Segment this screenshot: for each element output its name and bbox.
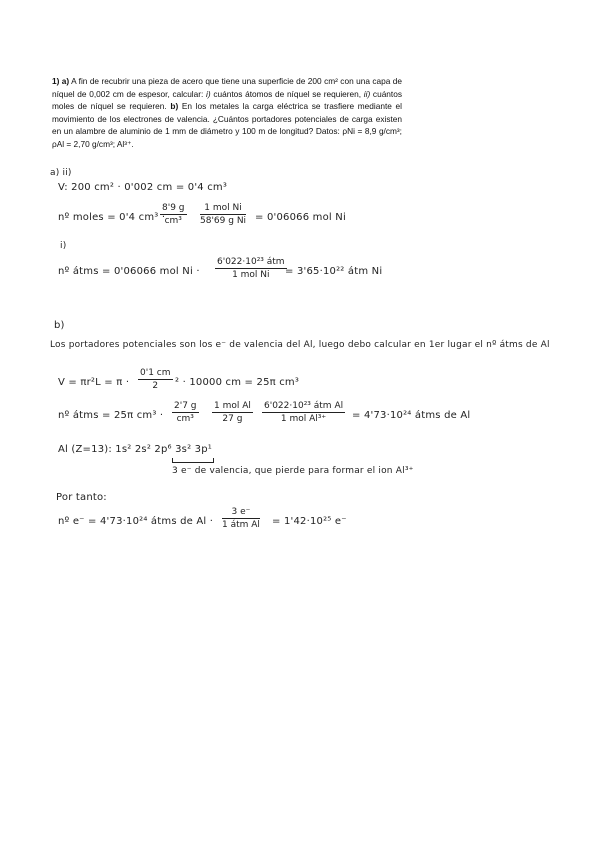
solution-b-electron-configuration: Al (Z=13): 1s² 2s² 2p⁶ 3s² 3p¹ (58, 444, 212, 455)
part-i-text: cuántos átomos de níquel se requieren, (210, 88, 364, 99)
solution-b-electrons-lhs: nº e⁻ = 4'73·10²⁴ átms de Al · (58, 516, 214, 527)
part-a-label: a) (61, 76, 70, 86)
solution-a-moles-lhs: nº moles = 0'4 cm³ · (58, 212, 166, 223)
solution-a-moles-fraction-density (160, 203, 187, 226)
fraction-numerator: 1 mol Al (214, 401, 251, 411)
fraction-denominator: 58'69 g Ni (200, 216, 247, 226)
solution-b-atoms-result: = 4'73·10²⁴ átms de Al (352, 410, 471, 421)
solution-b-intro: Los portadores potenciales son los e⁻ de valencia del Al, luego debo calcular en 1er lugar el nº átms de Al (50, 340, 550, 350)
part-b-label: b) (170, 101, 179, 112)
valence-bracket (172, 458, 214, 463)
part-ii-label: ii) (363, 88, 371, 99)
fraction-numerator: 2'7 g (174, 401, 197, 411)
solution-a-i-header: i) (60, 241, 67, 251)
solution-a-moles-fraction-molar (200, 203, 246, 226)
fraction-denominator: 1 mol Ni (232, 270, 270, 280)
part-ii-text: cuántos moles de níquel se requieren. (52, 88, 402, 112)
solution-a-atoms-result: = 3'65·10²² átm Ni (285, 266, 383, 277)
fraction-denominator: cm³ (176, 414, 194, 424)
solution-b-por-tanto: Por tanto: (56, 492, 107, 503)
solution-b-atoms-fraction-molar (212, 401, 253, 424)
solution-b-electrons-fraction (222, 507, 260, 530)
solution-b-atoms-lhs: nº átms = 25π cm³ · (58, 410, 164, 421)
solution-b-volume-result: ² · 10000 cm = 25π cm³ (175, 377, 300, 388)
solution-a-moles-result: = 0'06066 mol Ni (255, 212, 346, 223)
solution-a-header: a) ii) (50, 168, 72, 178)
fraction-numerator: 0'1 cm (140, 368, 171, 378)
fraction-numerator: 1 mol Ni (200, 203, 246, 215)
fraction-denominator: 1 átm Al (222, 520, 260, 530)
part-b-text: En los metales la carga eléctrica se trasfiere mediante el movimiento de los electrones de valencia. ¿Cuántos portadores potenciales de carga existen en un alambre de aluminio de 1 mm de diámetro y 100 m de longitud? Datos: ρNi = 8,9 g/cm³; ρAl = 2,70 g/cm³; Al³⁺. (52, 101, 402, 149)
part-i-label: i) (206, 88, 211, 99)
fraction-numerator: 6'022·10²³ átm (217, 257, 285, 267)
solution-b-volume-lhs: V = πr²L = π · (58, 377, 130, 388)
solution-b-volume-fraction (138, 368, 173, 391)
solution-b-electrons-result: = 1'42·10²⁵ e⁻ (272, 516, 347, 527)
solution-b-header: b) (54, 320, 65, 331)
fraction-numerator: 6'022·10²³ átm Al (264, 401, 344, 411)
solution-b-valence-note: 3 e⁻ de valencia, que pierde para formar el ion Al³⁺ (172, 466, 414, 476)
fraction-numerator: 8'9 g (162, 203, 185, 213)
solution-a-volume: V: 200 cm² · 0'002 cm = 0'4 cm³ (58, 182, 228, 193)
problem-statement (52, 75, 402, 151)
problem-paragraph (52, 75, 402, 151)
fraction-denominator: 1 mol Al³⁺ (280, 414, 327, 424)
solution-a-atoms-lhs: nº átms = 0'06066 mol Ni · (58, 266, 200, 277)
solution-a-atoms-fraction (215, 257, 287, 280)
fraction-denominator: 27 g (222, 414, 243, 424)
fraction-denominator: 2 (152, 381, 159, 391)
fraction-denominator: cm³ (164, 216, 182, 226)
problem-number: 1) (52, 76, 62, 86)
part-a-text: A fin de recubrir una pieza de acero que tiene una superficie de 200 cm² con una capa de níquel de 0,002 cm de espesor, calcular: (52, 76, 402, 99)
solution-b-atoms-fraction-avogadro (262, 401, 345, 424)
fraction-numerator: 3 e⁻ (222, 507, 260, 519)
solution-b-atoms-fraction-density (172, 401, 199, 424)
